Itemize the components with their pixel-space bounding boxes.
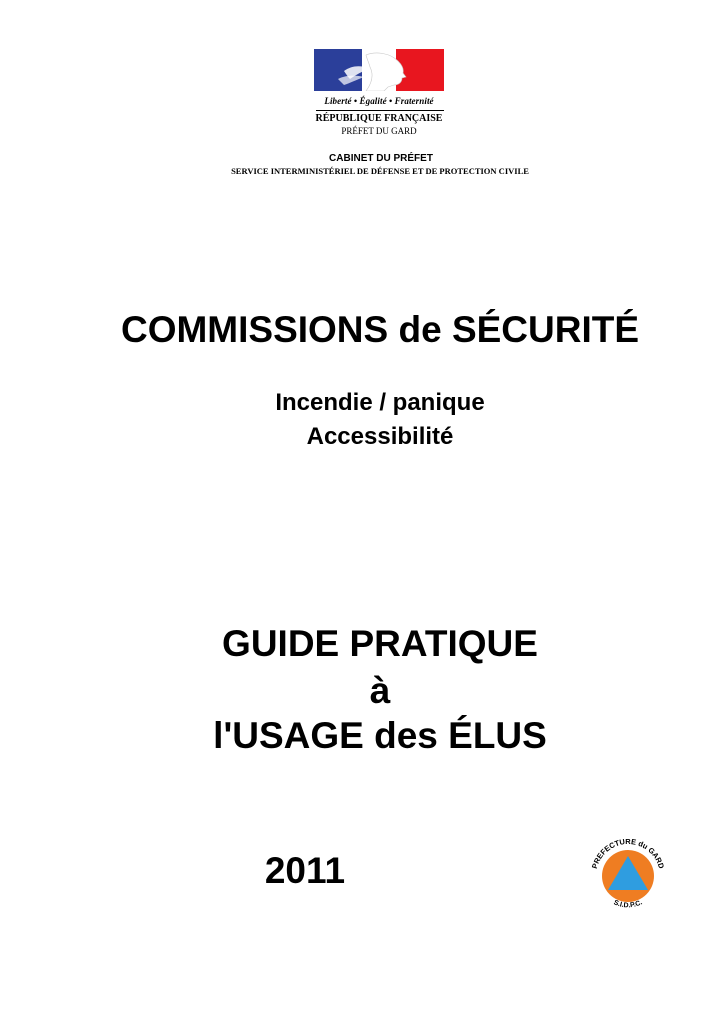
page-title: COMMISSIONS de SÉCURITÉ	[120, 309, 640, 350]
svg-text:PREFECTURE du GARD: PREFECTURE du GARD	[589, 837, 667, 870]
service-label: SERVICE INTERMINISTÉRIEL DE DÉFENSE ET DE PROTECTION CIVILE	[231, 166, 529, 176]
motto-divider	[316, 110, 444, 111]
guide-title-line-2: à	[369, 670, 391, 711]
document-year: 2011	[264, 850, 346, 891]
sidpc-seal	[586, 832, 670, 916]
cabinet-label: CABINET DU PRÉFET	[329, 153, 433, 164]
republic-motto: Liberté • Égalité • Fraternité	[324, 96, 434, 106]
subtitle-line-2: Accessibilité	[306, 423, 454, 450]
prefect-label: PRÉFET DU GARD	[341, 126, 417, 136]
guide-title-line-1: GUIDE PRATIQUE	[222, 623, 538, 664]
marianne-logo	[314, 49, 444, 91]
subtitle-line-1: Incendie / panique	[275, 389, 485, 416]
svg-text:S.I.D.P.C.: S.I.D.P.C.	[612, 899, 644, 910]
guide-title-line-3: l'USAGE des ÉLUS	[213, 715, 547, 756]
republic-name: RÉPUBLIQUE FRANÇAISE	[315, 113, 443, 124]
